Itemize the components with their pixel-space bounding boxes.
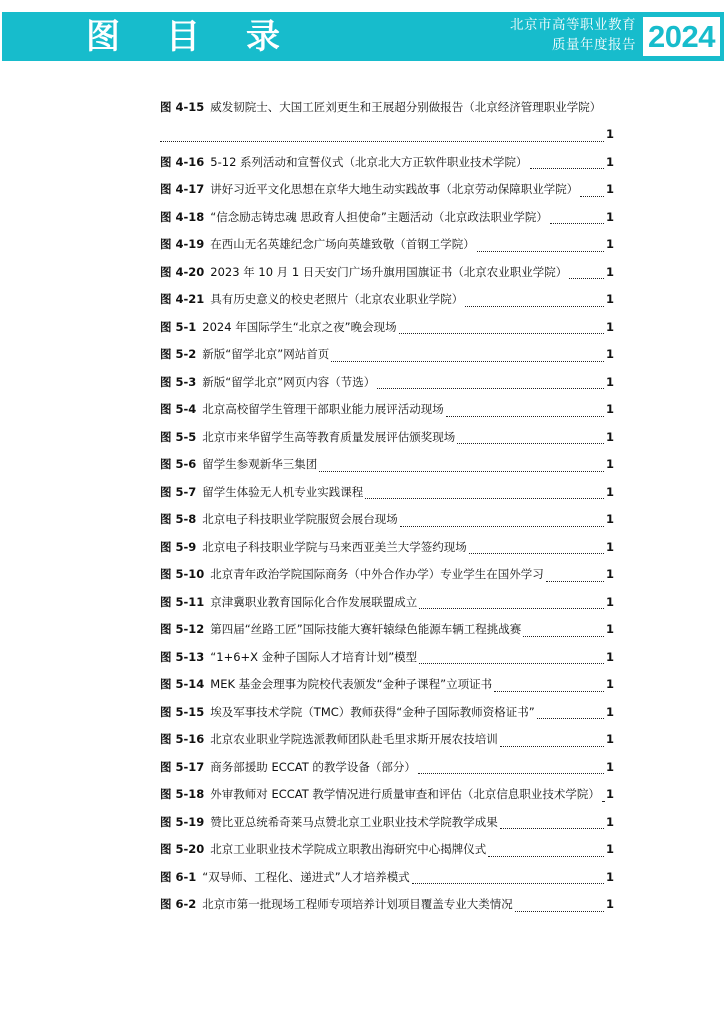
figure-number: 图 5-11 bbox=[160, 594, 205, 609]
figure-number: 图 5-7 bbox=[160, 484, 197, 499]
page-number: 1 bbox=[605, 594, 614, 609]
dot-leader bbox=[537, 706, 604, 719]
figure-caption: 新版“留学北京”网页内容（节选） bbox=[202, 374, 376, 389]
page-number: 1 bbox=[605, 292, 614, 307]
dot-leader bbox=[377, 376, 604, 389]
toc-entry[interactable] bbox=[160, 781, 614, 809]
page-number: 1 bbox=[605, 814, 614, 829]
toc-entry[interactable] bbox=[160, 533, 614, 561]
figure-number: 图 5-6 bbox=[160, 457, 197, 472]
toc-entry[interactable] bbox=[160, 423, 614, 451]
page-number: 1 bbox=[605, 209, 614, 224]
toc-entry[interactable] bbox=[160, 396, 614, 424]
page-number: 1 bbox=[605, 897, 614, 912]
figure-caption: 5-12 系列活动和宣誓仪式（北京北大方正软件职业技术学院） bbox=[210, 154, 528, 169]
figure-caption: 北京市来华留学生高等教育质量发展评估颁奖现场 bbox=[202, 429, 456, 444]
toc-entry[interactable] bbox=[160, 726, 614, 754]
figure-number: 图 5-18 bbox=[160, 787, 205, 802]
dot-leader bbox=[500, 734, 604, 747]
figure-number: 图 5-2 bbox=[160, 347, 197, 362]
page-number: 1 bbox=[605, 622, 614, 637]
figure-number: 图 5-1 bbox=[160, 319, 197, 334]
figure-caption: 威发韧院士、大国工匠刘更生和王展超分别做报告（北京经济管理职业学院） bbox=[210, 99, 602, 114]
figure-caption: 北京工业职业技术学院成立职教出海研究中心揭牌仪式 bbox=[210, 842, 487, 857]
toc-entry[interactable] bbox=[160, 176, 614, 204]
dot-leader bbox=[457, 431, 604, 444]
dot-leader bbox=[580, 184, 604, 197]
dot-leader bbox=[530, 156, 604, 169]
page-number: 1 bbox=[605, 842, 614, 857]
figure-number: 图 4-15 bbox=[160, 99, 205, 114]
figure-number: 图 4-18 bbox=[160, 209, 205, 224]
figure-number: 图 4-17 bbox=[160, 182, 205, 197]
figure-caption: “1+6+X 金种子国际人才培育计划”模型 bbox=[210, 649, 418, 664]
dot-leader bbox=[365, 486, 604, 499]
figure-caption: 新版“留学北京”网站首页 bbox=[202, 347, 330, 362]
figure-caption: MEK 基金会理事为院校代表颁发“金种子课程”立项证书 bbox=[210, 677, 493, 692]
figure-caption: “双导师、工程化、递进式”人才培养模式 bbox=[202, 869, 410, 884]
report-subtitle-line1: 北京市高等职业教育 bbox=[510, 17, 636, 33]
title-char-1: 图 bbox=[86, 17, 120, 57]
page-number: 1 bbox=[605, 787, 614, 802]
dot-leader bbox=[160, 129, 604, 142]
dot-leader bbox=[331, 349, 604, 362]
page-number: 1 bbox=[605, 732, 614, 747]
toc-entry[interactable] bbox=[160, 93, 614, 121]
figure-caption: 北京高校留学生管理干部职业能力展评活动现场 bbox=[202, 402, 444, 417]
year-badge bbox=[643, 17, 720, 56]
figure-caption: 埃及军事技术学院（TMC）教师获得“金种子国际教师资格证书” bbox=[210, 704, 535, 719]
figure-toc-list bbox=[160, 93, 614, 918]
figure-caption: 商务部援助 ECCAT 的教学设备（部分） bbox=[210, 759, 416, 774]
dot-leader bbox=[523, 624, 604, 637]
toc-entry[interactable] bbox=[160, 506, 614, 534]
figure-number: 图 5-5 bbox=[160, 429, 197, 444]
title-char-3: 录 bbox=[246, 17, 280, 57]
page-number: 1 bbox=[605, 484, 614, 499]
toc-entry[interactable] bbox=[160, 643, 614, 671]
dot-leader bbox=[477, 239, 604, 252]
toc-entry[interactable] bbox=[160, 671, 614, 699]
toc-entry[interactable] bbox=[160, 203, 614, 231]
toc-entry[interactable] bbox=[160, 588, 614, 616]
figure-caption: 北京市第一批现场工程师专项培养计划项目覆盖专业大类情况 bbox=[202, 897, 513, 912]
page-number: 1 bbox=[605, 677, 614, 692]
figure-number: 图 5-14 bbox=[160, 677, 205, 692]
dot-leader bbox=[488, 844, 604, 857]
toc-entry[interactable] bbox=[160, 478, 614, 506]
dot-leader bbox=[446, 404, 604, 417]
figure-caption: 北京青年政治学院国际商务（中外合作办学）专业学生在国外学习 bbox=[210, 567, 544, 582]
toc-entry[interactable] bbox=[160, 451, 614, 479]
figure-caption: 讲好习近平文化思想在京华大地生动实践故事（北京劳动保障职业学院） bbox=[210, 182, 579, 197]
figure-caption: 外审教师对 ECCAT 教学情况进行质量审查和评估（北京信息职业技术学院） bbox=[210, 787, 600, 802]
toc-entry[interactable] bbox=[160, 148, 614, 176]
page-number: 1 bbox=[605, 182, 614, 197]
toc-entry[interactable] bbox=[160, 561, 614, 589]
report-subtitle-line2: 质量年度报告 bbox=[552, 37, 636, 53]
dot-leader bbox=[418, 761, 604, 774]
page-number: 1 bbox=[605, 649, 614, 664]
dot-leader bbox=[546, 569, 604, 582]
figure-number: 图 4-16 bbox=[160, 154, 205, 169]
toc-entry-continuation[interactable] bbox=[160, 121, 614, 149]
page-number: 1 bbox=[605, 759, 614, 774]
title-char-2: 目 bbox=[166, 17, 200, 57]
figure-caption: 留学生参观新华三集团 bbox=[202, 457, 318, 472]
dot-leader bbox=[515, 899, 604, 912]
toc-entry[interactable] bbox=[160, 341, 614, 369]
toc-entry[interactable] bbox=[160, 258, 614, 286]
figure-number: 图 5-16 bbox=[160, 732, 205, 747]
page-number: 1 bbox=[605, 567, 614, 582]
toc-entry[interactable] bbox=[160, 808, 614, 836]
toc-entry[interactable] bbox=[160, 836, 614, 864]
dot-leader bbox=[412, 871, 604, 884]
figure-number: 图 5-4 bbox=[160, 402, 197, 417]
figure-number: 图 5-20 bbox=[160, 842, 205, 857]
figure-number: 图 6-1 bbox=[160, 869, 197, 884]
figure-number: 图 5-3 bbox=[160, 374, 197, 389]
figure-number: 图 6-2 bbox=[160, 897, 197, 912]
page-number: 1 bbox=[605, 264, 614, 279]
figure-number: 图 4-19 bbox=[160, 237, 205, 252]
figure-number: 图 5-13 bbox=[160, 649, 205, 664]
dot-leader bbox=[602, 789, 604, 802]
figure-caption: 北京电子科技职业学院与马来西亚美兰大学签约现场 bbox=[202, 539, 467, 554]
toc-entry[interactable] bbox=[160, 698, 614, 726]
page-number: 1 bbox=[605, 704, 614, 719]
page-number: 1 bbox=[605, 869, 614, 884]
page-number: 1 bbox=[605, 347, 614, 362]
figure-number: 图 5-19 bbox=[160, 814, 205, 829]
page-number: 1 bbox=[605, 319, 614, 334]
dot-leader bbox=[465, 294, 604, 307]
dot-leader bbox=[569, 266, 604, 279]
figure-caption: 第四届“丝路工匠”国际技能大赛轩辕绿色能源车辆工程挑战赛 bbox=[210, 622, 522, 637]
figure-caption: 具有历史意义的校史老照片（北京农业职业学院） bbox=[210, 292, 464, 307]
page-title bbox=[86, 14, 326, 60]
figure-caption: 在西山无名英雄纪念广场向英雄致敬（首钢工学院） bbox=[210, 237, 475, 252]
page-number: 1 bbox=[605, 237, 614, 252]
page-number: 1 bbox=[605, 374, 614, 389]
page-number: 1 bbox=[605, 154, 614, 169]
toc-entry[interactable] bbox=[160, 368, 614, 396]
figure-caption: 京津冀职业教育国际化合作发展联盟成立 bbox=[210, 594, 418, 609]
dot-leader bbox=[500, 816, 604, 829]
page-number: 1 bbox=[605, 512, 614, 527]
dot-leader bbox=[419, 596, 604, 609]
report-subtitle bbox=[510, 15, 636, 55]
figure-caption: 2023 年 10 月 1 日天安门广场升旗用国旗证书（北京农业职业学院） bbox=[210, 264, 568, 279]
figure-caption: 北京农业职业学院选派教师团队赴毛里求斯开展农技培训 bbox=[210, 732, 498, 747]
dot-leader bbox=[399, 321, 604, 334]
figure-number: 图 5-17 bbox=[160, 759, 205, 774]
toc-entry[interactable] bbox=[160, 753, 614, 781]
figure-caption: 北京电子科技职业学院服贸会展台现场 bbox=[202, 512, 398, 527]
dot-leader bbox=[469, 541, 604, 554]
figure-number: 图 5-10 bbox=[160, 567, 205, 582]
figure-number: 图 5-9 bbox=[160, 539, 197, 554]
page-number: 1 bbox=[605, 539, 614, 554]
page-number: 1 bbox=[605, 402, 614, 417]
year-text: 2024 bbox=[648, 18, 715, 54]
dot-leader bbox=[550, 211, 604, 224]
page-number: 1 bbox=[605, 127, 614, 142]
toc-entry[interactable] bbox=[160, 863, 614, 891]
figure-number: 图 5-8 bbox=[160, 512, 197, 527]
figure-number: 图 4-21 bbox=[160, 292, 205, 307]
figure-caption: 留学生体验无人机专业实践课程 bbox=[202, 484, 364, 499]
dot-leader bbox=[494, 679, 604, 692]
toc-entry[interactable] bbox=[160, 313, 614, 341]
toc-entry[interactable] bbox=[160, 286, 614, 314]
figure-caption: 赞比亚总统希奇莱马点赞北京工业职业技术学院教学成果 bbox=[210, 814, 498, 829]
figure-number: 图 4-20 bbox=[160, 264, 205, 279]
figure-number: 图 5-12 bbox=[160, 622, 205, 637]
dot-leader bbox=[400, 514, 604, 527]
dot-leader bbox=[419, 651, 604, 664]
toc-entry[interactable] bbox=[160, 616, 614, 644]
figure-caption: 2024 年国际学生“北京之夜”晚会现场 bbox=[202, 319, 397, 334]
toc-entry[interactable] bbox=[160, 891, 614, 919]
page-number: 1 bbox=[605, 429, 614, 444]
figure-caption: “信念励志铸忠魂 思政育人担使命”主题活动（北京政法职业学院） bbox=[210, 209, 548, 224]
dot-leader bbox=[319, 459, 604, 472]
toc-entry[interactable] bbox=[160, 231, 614, 259]
page-number: 1 bbox=[605, 457, 614, 472]
figure-number: 图 5-15 bbox=[160, 704, 205, 719]
